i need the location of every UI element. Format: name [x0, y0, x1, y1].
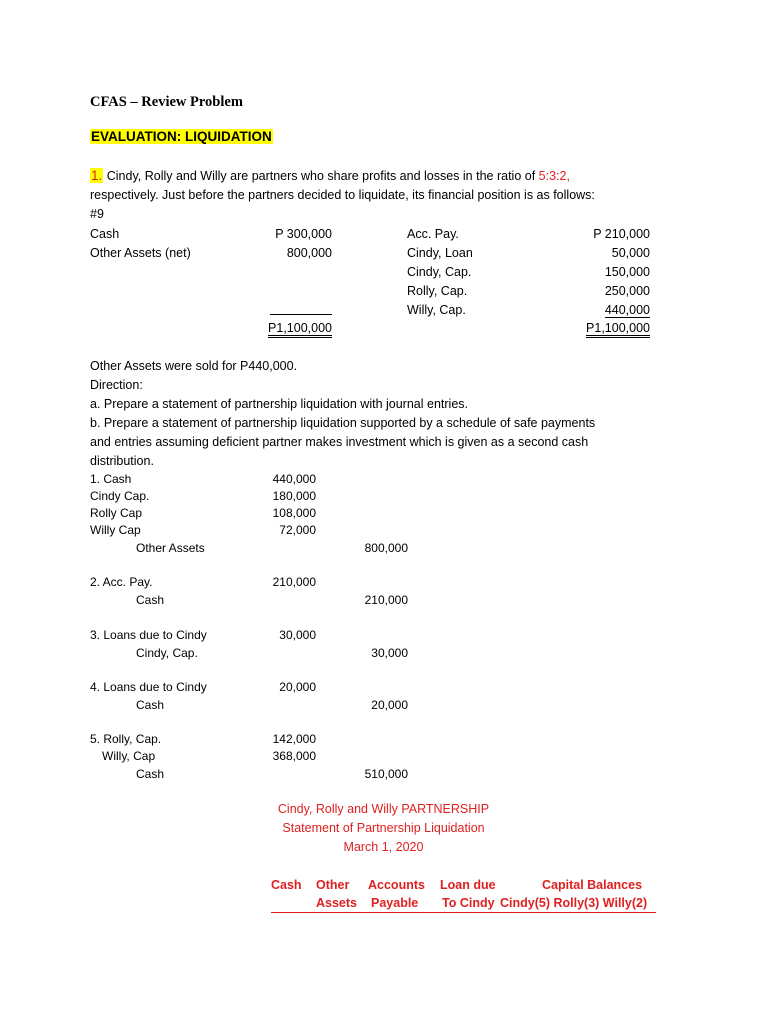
direction-item-b-cont: distribution. [90, 454, 154, 468]
liab-amount: 50,000 [611, 246, 650, 260]
liab-label: Rolly, Cap. [407, 284, 468, 298]
problem-intro-text: Cindy, Rolly and Willy are partners who share profits and losses in the ratio of [103, 169, 539, 183]
je-debit: 440,000 [272, 472, 316, 486]
asset-label: Other Assets (net) [90, 246, 191, 260]
je-debit: 30,000 [279, 628, 316, 642]
total-liab-equity-value: P1,100,000 [586, 321, 650, 338]
je-account: Cash [136, 698, 165, 712]
asset-label: Cash [90, 227, 120, 241]
total-liab-equity [560, 320, 650, 336]
direction-item-a: a. Prepare a statement of partnership liquidation with journal entries. [90, 397, 468, 411]
je-debit: 72,000 [279, 523, 316, 537]
asset-amount: P 300,000 [275, 227, 332, 241]
problem-intro [90, 168, 570, 184]
je-credit: 510,000 [364, 767, 408, 781]
asset-amount: 800,000 [286, 246, 332, 260]
statement-date: March 1, 2020 [343, 840, 424, 854]
je-debit: 180,000 [272, 489, 316, 503]
liab-label: Cindy, Loan [407, 246, 473, 260]
liab-amount-last: 440,000 [604, 303, 650, 317]
assets-subtotal-rule [270, 314, 332, 315]
col-tocindy: To Cindy [442, 896, 495, 910]
je-debit: 20,000 [279, 680, 316, 694]
je-account: Rolly Cap [90, 506, 143, 520]
liab-label: Cindy, Cap. [407, 265, 472, 279]
liab-amount: 150,000 [604, 265, 650, 279]
liab-amount: P 210,000 [593, 227, 650, 241]
je-credit: 20,000 [371, 698, 408, 712]
problem-number: 1. [91, 168, 103, 183]
col-capital: Capital Balances [542, 878, 643, 892]
je-credit: 800,000 [364, 541, 408, 555]
direction-label: Direction: [90, 378, 143, 392]
statement-title: Cindy, Rolly and Willy PARTNERSHIP [277, 802, 490, 816]
statement-subtitle: Statement of Partnership Liquidation [282, 821, 485, 835]
liab-label: Acc. Pay. [407, 227, 459, 241]
liab-amount: 250,000 [604, 284, 650, 298]
direction-item-b-cont: and entries assuming deficient partner makes investment which is given as a second cash [90, 435, 589, 449]
je-account: 1. Cash [90, 472, 132, 486]
je-account: 2. Acc. Pay. [90, 575, 153, 589]
je-debit: 368,000 [272, 749, 316, 763]
liab-amount [560, 302, 650, 318]
je-account: Cash [136, 593, 165, 607]
je-account: Willy Cap [90, 523, 141, 537]
total-assets-value: P1,100,000 [268, 321, 332, 338]
col-other: Other [316, 878, 350, 892]
document-title: CFAS – Review Problem [90, 94, 243, 110]
je-debit: 142,000 [272, 732, 316, 746]
col-loan: Loan due [440, 878, 496, 892]
col-assets: Assets [316, 896, 357, 910]
liab-label: Willy, Cap. [407, 303, 466, 317]
je-account: Other Assets [136, 541, 205, 555]
je-account: Cash [136, 767, 165, 781]
total-assets [250, 320, 332, 336]
je-debit: 210,000 [272, 575, 316, 589]
je-account: 5. Rolly, Cap. [90, 732, 162, 746]
problem-ref: #9 [90, 207, 104, 221]
je-account: 3. Loans due to Cindy [90, 628, 207, 642]
ratio-text: 5:3:2, [538, 169, 570, 183]
je-credit: 210,000 [364, 593, 408, 607]
je-account: 4. Loans due to Cindy [90, 680, 207, 694]
section-heading: EVALUATION: LIQUIDATION [91, 129, 272, 144]
section-heading-wrap [90, 129, 273, 145]
col-cash: Cash [271, 878, 302, 892]
direction-item-b: b. Prepare a statement of partnership liquidation supported by a schedule of safe payments [90, 416, 596, 430]
je-account: Cindy, Cap. [136, 646, 198, 660]
je-debit: 108,000 [272, 506, 316, 520]
col-partners: Cindy(5) Rolly(3) Willy(2) [500, 896, 648, 910]
sold-text: Other Assets were sold for P440,000. [90, 359, 298, 373]
je-account: Willy, Cap [102, 749, 156, 763]
problem-line2: respectively. Just before the partners decided to liquidate, its financial position is as follows: [90, 188, 595, 202]
je-account: Cindy Cap. [90, 489, 150, 503]
je-credit: 30,000 [371, 646, 408, 660]
col-accounts: Accounts [368, 878, 425, 892]
col-payable: Payable [371, 896, 419, 910]
